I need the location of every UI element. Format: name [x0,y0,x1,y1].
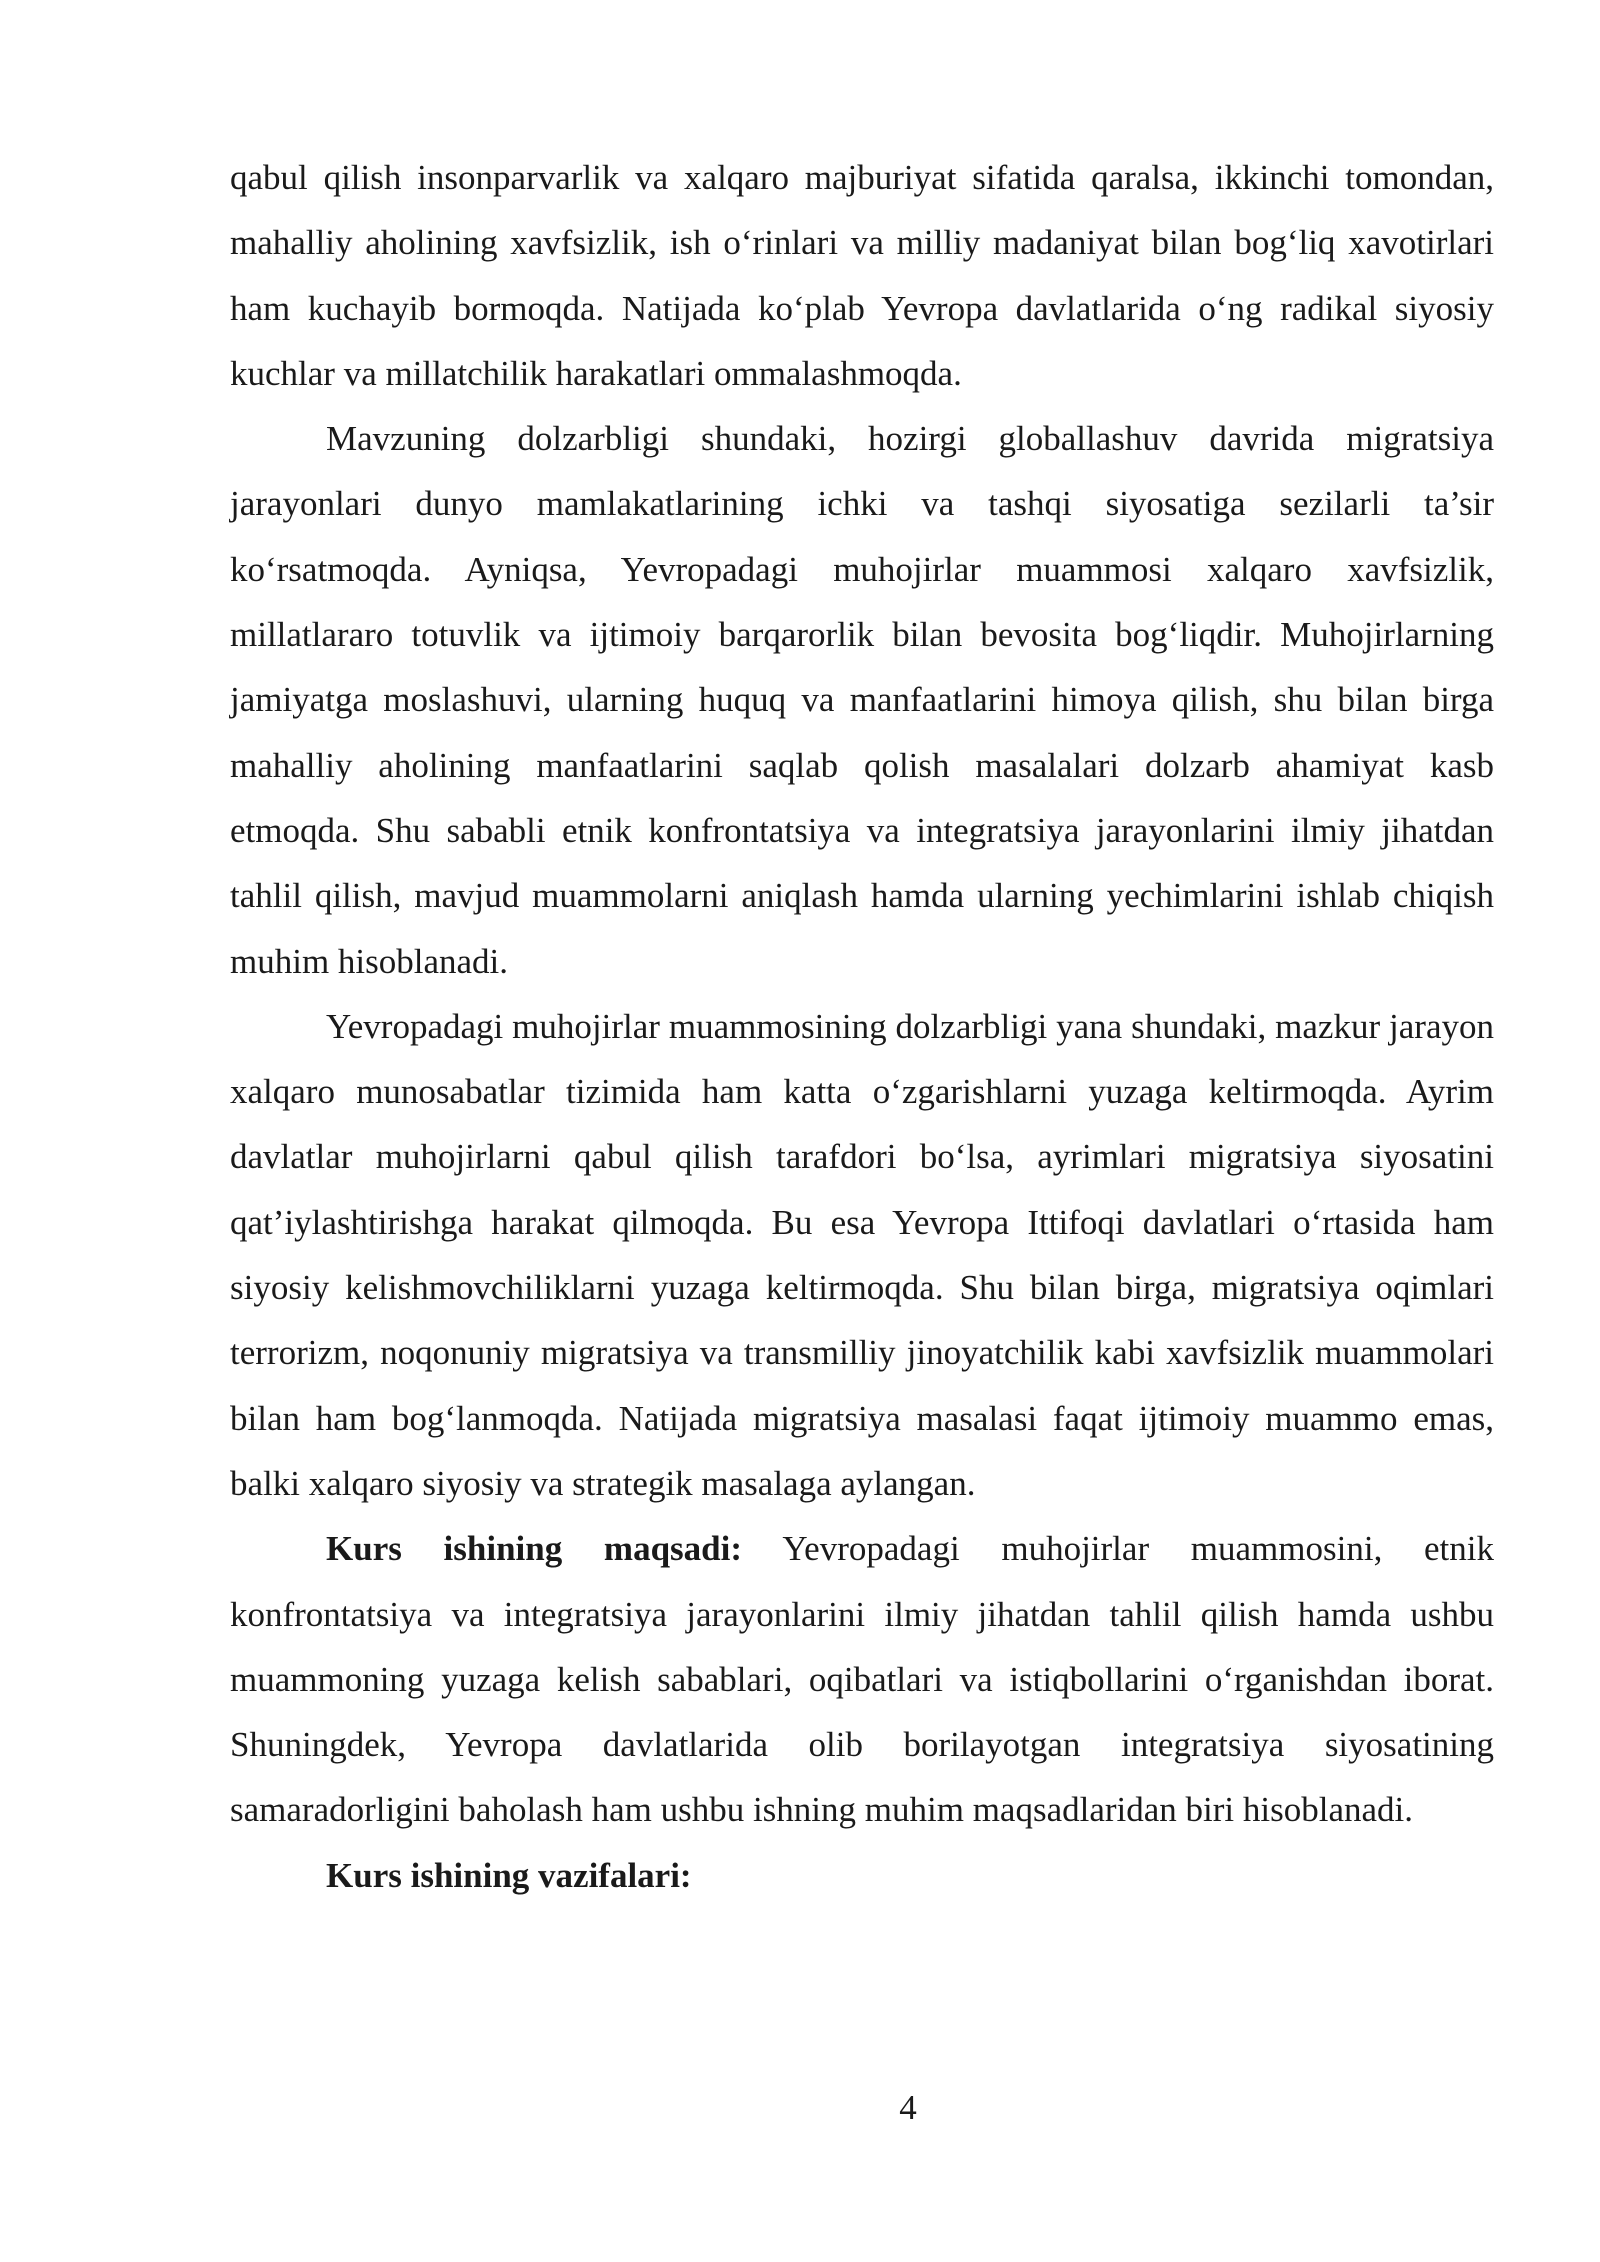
tasks-heading: Kurs ishining vazifalari: [326,1855,692,1895]
paragraph-text: Mavzuning dolzarbligi shundaki, hozirgi globallashuv davrida migratsiya jarayonlari dunyo mamlakatlarining ichki va tashqi siyosatiga sezilarli ta’sir koʻrsatmoqda. Ayniqsa, Yevropadagi muhojirlar muammosi xalqaro xavfsizlik, millatlararo totuvlik va ijtimoiy barqarorlik bilan bevosita bogʻliqdir. Muhojirlarning jamiyatga moslashuvi, ularning huquq va manfaatlarini himoya qilish, shu bilan birga mahalliy aholining manfaatlarini saqlab qolish masalalari dolzarb ahamiyat kasb etmoqda. Shu sababli etnik konfrontatsiya va integratsiya jarayonlarini ilmiy jihatdan tahlil qilish, mavjud muammolarni aniqlash hamda ularning yechimlarini ishlab chiqish muhim hisoblanadi. [230,419,1494,981]
paragraph-continuation [230,145,1494,406]
paragraph-relevance-continued [230,994,1494,1516]
paragraph-text: Yevropadagi muhojirlar muammosining dolzarbligi yana shundaki, mazkur jarayon xalqaro munosabatlar tizimida ham katta oʻzgarishlarni yuzaga keltirmoqda. Ayrim davlatlar muhojirlarni qabul qilish tarafdori boʻlsa, ayrimlari migratsiya siyosatini qat’iylashtirishga harakat qilmoqda. Bu esa Yevropa Ittifoqi davlatlari oʻrtasida ham siyosiy kelishmovchiliklarni yuzaga keltirmoqda. Shu bilan birga, migratsiya oqimlari terrorizm, noqonuniy migratsiya va transmilliy jinoyatchilik kabi xavfsizlik muammolari bilan ham bogʻlanmoqda. Natijada migratsiya masalasi faqat ijtimoiy muammo emas, balki xalqaro siyosiy va strategik masalaga aylangan. [230,1006,1494,1503]
paragraph-text: Yevropadagi muhojirlar muammosini, etnik konfrontatsiya va integratsiya jarayonlarini ilmiy jihatdan tahlil qilish hamda ushbu muammoning yuzaga kelish sabablari, oqibatlari va istiqbollarini oʻrganishdan iborat. Shuningdek, Yevropa davlatlarida olib borilayotgan integratsiya siyosatining samaradorligini baholash ham ushbu ishning muhim maqsadlaridan biri hisoblanadi. [230,1529,1494,1830]
paragraph-text: qabul qilish insonparvarlik va xalqaro majburiyat sifatida qaralsa, ikkinchi tomondan, mahalliy aholining xavfsizlik, ish oʻrinlari va milliy madaniyat bilan bogʻliq xavotirlari ham kuchayib bormoqda. Natijada koʻplab Yevropa davlatlarida oʻng radikal siyosiy kuchlar va millatchilik harakatlari ommalashmoqda. [230,158,1494,393]
paragraph-relevance [230,406,1494,994]
page-number: 4 [899,2088,917,2127]
goal-heading: Kurs ishining maqsadi: [326,1529,743,1569]
paragraph-tasks [230,1843,1494,1908]
paragraph-goal [230,1516,1494,1842]
body-text [230,145,1494,1908]
